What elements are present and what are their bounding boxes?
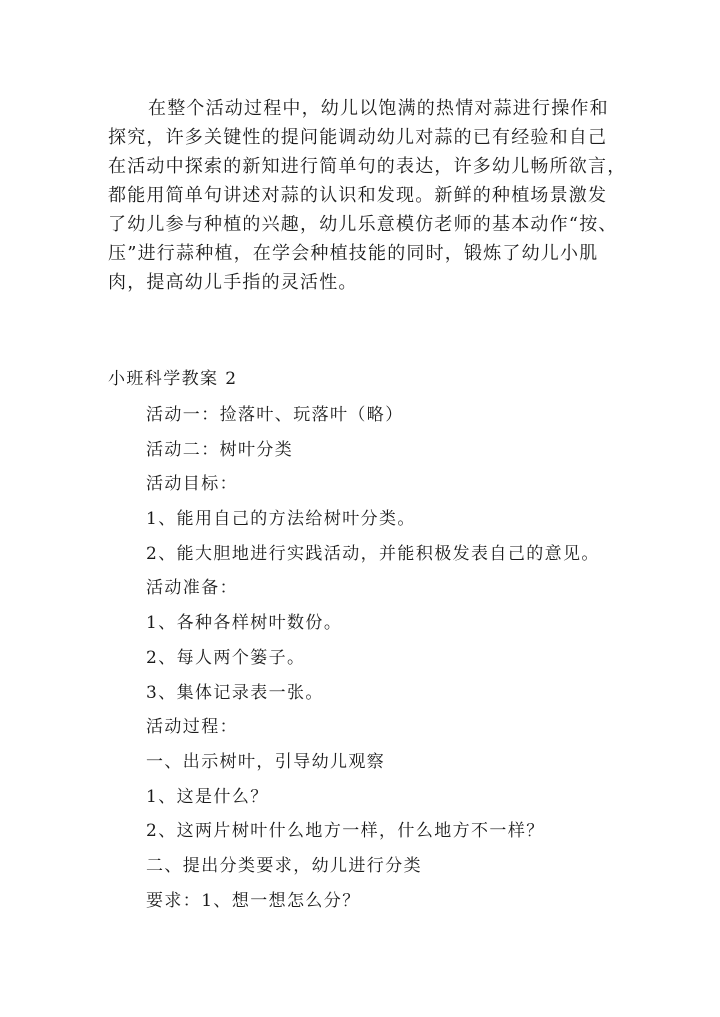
list-item: 2、每人两个篓子。 [146, 647, 306, 668]
list-item: 活动二：树叶分类 [146, 439, 294, 460]
list-item: 一、出示树叶，引导幼儿观察 [146, 751, 386, 772]
list-item: 活动准备： [146, 578, 238, 599]
list-item: 2、这两片树叶什么地方一样，什么地方不一样？ [146, 821, 545, 842]
paragraph-line: 探究，许多关键性的提问能调动幼儿对蒜的已有经验和自己 [108, 127, 608, 148]
list-item: 1、能用自己的方法给树叶分类。 [146, 509, 416, 530]
lesson-plan-list [146, 398, 600, 918]
list-item: 活动过程： [146, 717, 238, 738]
paragraph-line: 在活动中探索的新知进行简单句的表达，许多幼儿畅所欲言， [108, 156, 627, 177]
list-item: 活动一：捡落叶、玩落叶（略） [146, 405, 404, 425]
list-item: 2、能大胆地进行实践活动，并能积极发表自己的意见。 [146, 543, 600, 564]
list-item: 要求：1、想一想怎么分？ [146, 890, 361, 911]
list-item: 1、这是什么？ [146, 786, 269, 807]
paragraph-line: 都能用简单句讲述对蒜的认识和发现。新鲜的种植场景激发 [108, 185, 608, 206]
list-item: 二、提出分类要求，幼儿进行分类 [146, 855, 422, 876]
paragraph-line: 在整个活动过程中，幼儿以饱满的热情对蒜进行操作和 [148, 98, 609, 119]
paragraph-line: 肉，提高幼儿手指的灵活性。 [108, 272, 358, 293]
section-title: 小班科学教案 2 [108, 369, 238, 389]
list-item: 1、各种各样树叶数份。 [146, 613, 343, 634]
paragraph-line: 了幼儿参与种植的兴趣，幼儿乐意模仿老师的基本动作“按、 [108, 214, 618, 235]
list-item: 3、集体记录表一张。 [146, 682, 324, 703]
paragraph-line: 压”进行蒜种植，在学会种植技能的同时，锻炼了幼儿小肌 [108, 243, 599, 264]
summary-paragraph [108, 94, 628, 297]
list-item: 活动目标： [146, 474, 238, 495]
